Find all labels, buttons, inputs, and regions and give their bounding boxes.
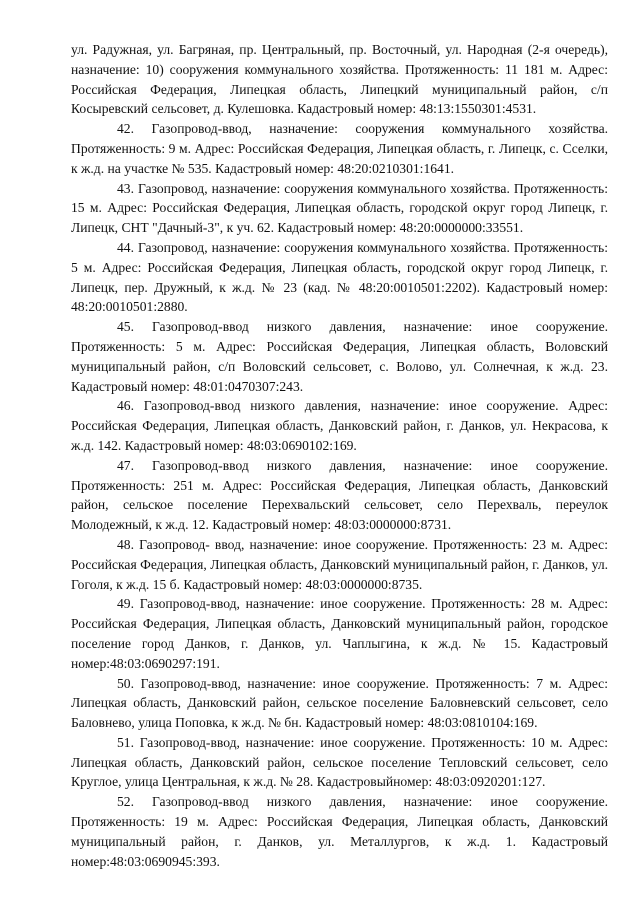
list-item-45 xyxy=(71,317,608,396)
paragraph-continuation xyxy=(71,40,608,119)
item-text: Газопровод-ввод низкого давления, назначение: иное сооружение. Адрес: Российская Федерация, Липецкая область, Данковский район, г. Данков, ул. Некрасова, к ж.д. 142. Кадастровый номер: 48:03:0690102:169. xyxy=(71,398,608,453)
item-number: 45. xyxy=(117,319,134,335)
list-item-50 xyxy=(71,674,608,733)
list-item-47 xyxy=(71,456,608,535)
item-number: 49. xyxy=(117,596,134,612)
item-text: Газопровод-ввод низкого давления, назначение: иное сооружение. Протяженность: 5 м. Адрес: Российская Федерация, Липецкая область, Воловский муниципальный район, с/п Воловский сельсовет, с. Волово, ул. Солнечная, к ж.д. 23. Кадастровый номер: 48:01:0470307:243. xyxy=(71,319,608,394)
item-number: 47. xyxy=(117,457,134,473)
item-number: 46. xyxy=(117,398,134,414)
item-text: Газопровод-ввод, назначение: иное сооружение. Протяженность: 10 м. Адрес: Липецкая область, Данковский район, сельское поселение Тепловский сельсовет, село Круглое, улица Центральная, к ж.д. № 28. Кадастровыйномер: 48:03:0920201:127. xyxy=(71,734,608,790)
item-number: 52. xyxy=(117,794,134,810)
list-item-51 xyxy=(71,733,608,792)
item-number: 51. xyxy=(117,734,134,750)
item-text: Газопровод-ввод низкого давления, назначение: иное сооружение. Протяженность: 19 м. Адрес: Российская Федерация, Липецкая область, Данковский муниципальный район, г. Данков, ул. Металлургов, к ж.д. 1. Кадастровый номер:48:03:0690945:393. xyxy=(71,794,608,869)
item-number: 50. xyxy=(117,675,134,691)
list-item-44 xyxy=(71,238,608,317)
list-item-43 xyxy=(71,179,608,238)
item-text: Газопровод-ввод, назначение: иное сооружение. Протяженность: 28 м. Адрес: Российская Федерация, Липецкая область, Данковский муниципальный район, городское поселение город Данков, г. Данков, ул. Чаплыгина, к ж.д. № 15. Кадастровый номер:48:03:0690297:191. xyxy=(71,596,608,671)
item-text: Газопровод-ввод, назначение: сооружения коммунального хозяйства. Протяженность: 9 м. Адрес: Российская Федерация, Липецкая область, г. Липецк, с. Сселки, к ж.д. на участке № 535. Кадастровый номер: 48:20:0210301:1641. xyxy=(71,121,608,176)
item-text: Газопровод-ввод, назначение: иное сооружение. Протяженность: 7 м. Адрес: Липецкая область, Данковский район, сельское поселение Баловневский сельсовет, село Баловнево, улица Поповка, к ж.д. № бн. Кадастровый номер: 48:03:0810104:169. xyxy=(71,675,608,731)
item-text: Газопровод-ввод низкого давления, назначение: иное сооружение. Протяженность: 251 м. Адрес: Российская Федерация, Липецкая область, Данковский район, сельское поселение Перехвальский сельсовет, село Перехваль, переулок Молодежный, к ж.д. 12. Кадастровый номер: 48:03:0000000:8731. xyxy=(71,457,608,533)
document-page xyxy=(71,40,608,871)
item-number: 42. xyxy=(117,121,134,137)
item-text: Газопровод- ввод, назначение: иное сооружение. Протяженность: 23 м. Адрес: Российская Федерация, Липецкая область, Данковский муниципальный район, г. Данков, ул. Гоголя, к ж.д. 15 б. Кадастровый номер: 48:03:0000000:8735. xyxy=(71,536,608,592)
list-item-48 xyxy=(71,535,608,594)
item-text: Газопровод, назначение: сооружения коммунального хозяйства. Протяженность: 15 м. Адрес: Российская Федерация, Липецкая область, городской округ город Липецк, г. Липецк, СНТ "Дачный-3", к уч. 62. Кадастровый номер: 48:20:0000000:33551. xyxy=(71,180,608,236)
list-item-52 xyxy=(71,792,608,871)
item-number: 44. xyxy=(117,239,134,255)
list-item-42 xyxy=(71,119,608,178)
item-number: 48. xyxy=(117,536,134,552)
item-text: Газопровод, назначение: сооружения коммунального хозяйства. Протяженность: 5 м. Адрес: Российская Федерация, Липецкая область, городской округ город Липецк, г. Липецк, пер. Дружный, к ж.д. № 23 (кад. № 48:20:0010501:2202). Кадастровый номер: 48:20:0010501:2880. xyxy=(71,239,608,315)
list-item-49 xyxy=(71,594,608,673)
paragraph-text: ул. Радужная, ул. Багряная, пр. Центральный, пр. Восточный, ул. Народная (2-я очередь), назначение: 10) сооружения коммунального хозяйства. Протяженность: 11 181 м. Адрес: Российская Федерация, Липецкая область, Липецкий муниципальный район, с/п Косыревский сельсовет, д. Кулешовка. Кадастровый номер: 48:13:1550301:4531. xyxy=(71,42,608,117)
item-number: 43. xyxy=(117,180,134,196)
list-item-46 xyxy=(71,396,608,455)
